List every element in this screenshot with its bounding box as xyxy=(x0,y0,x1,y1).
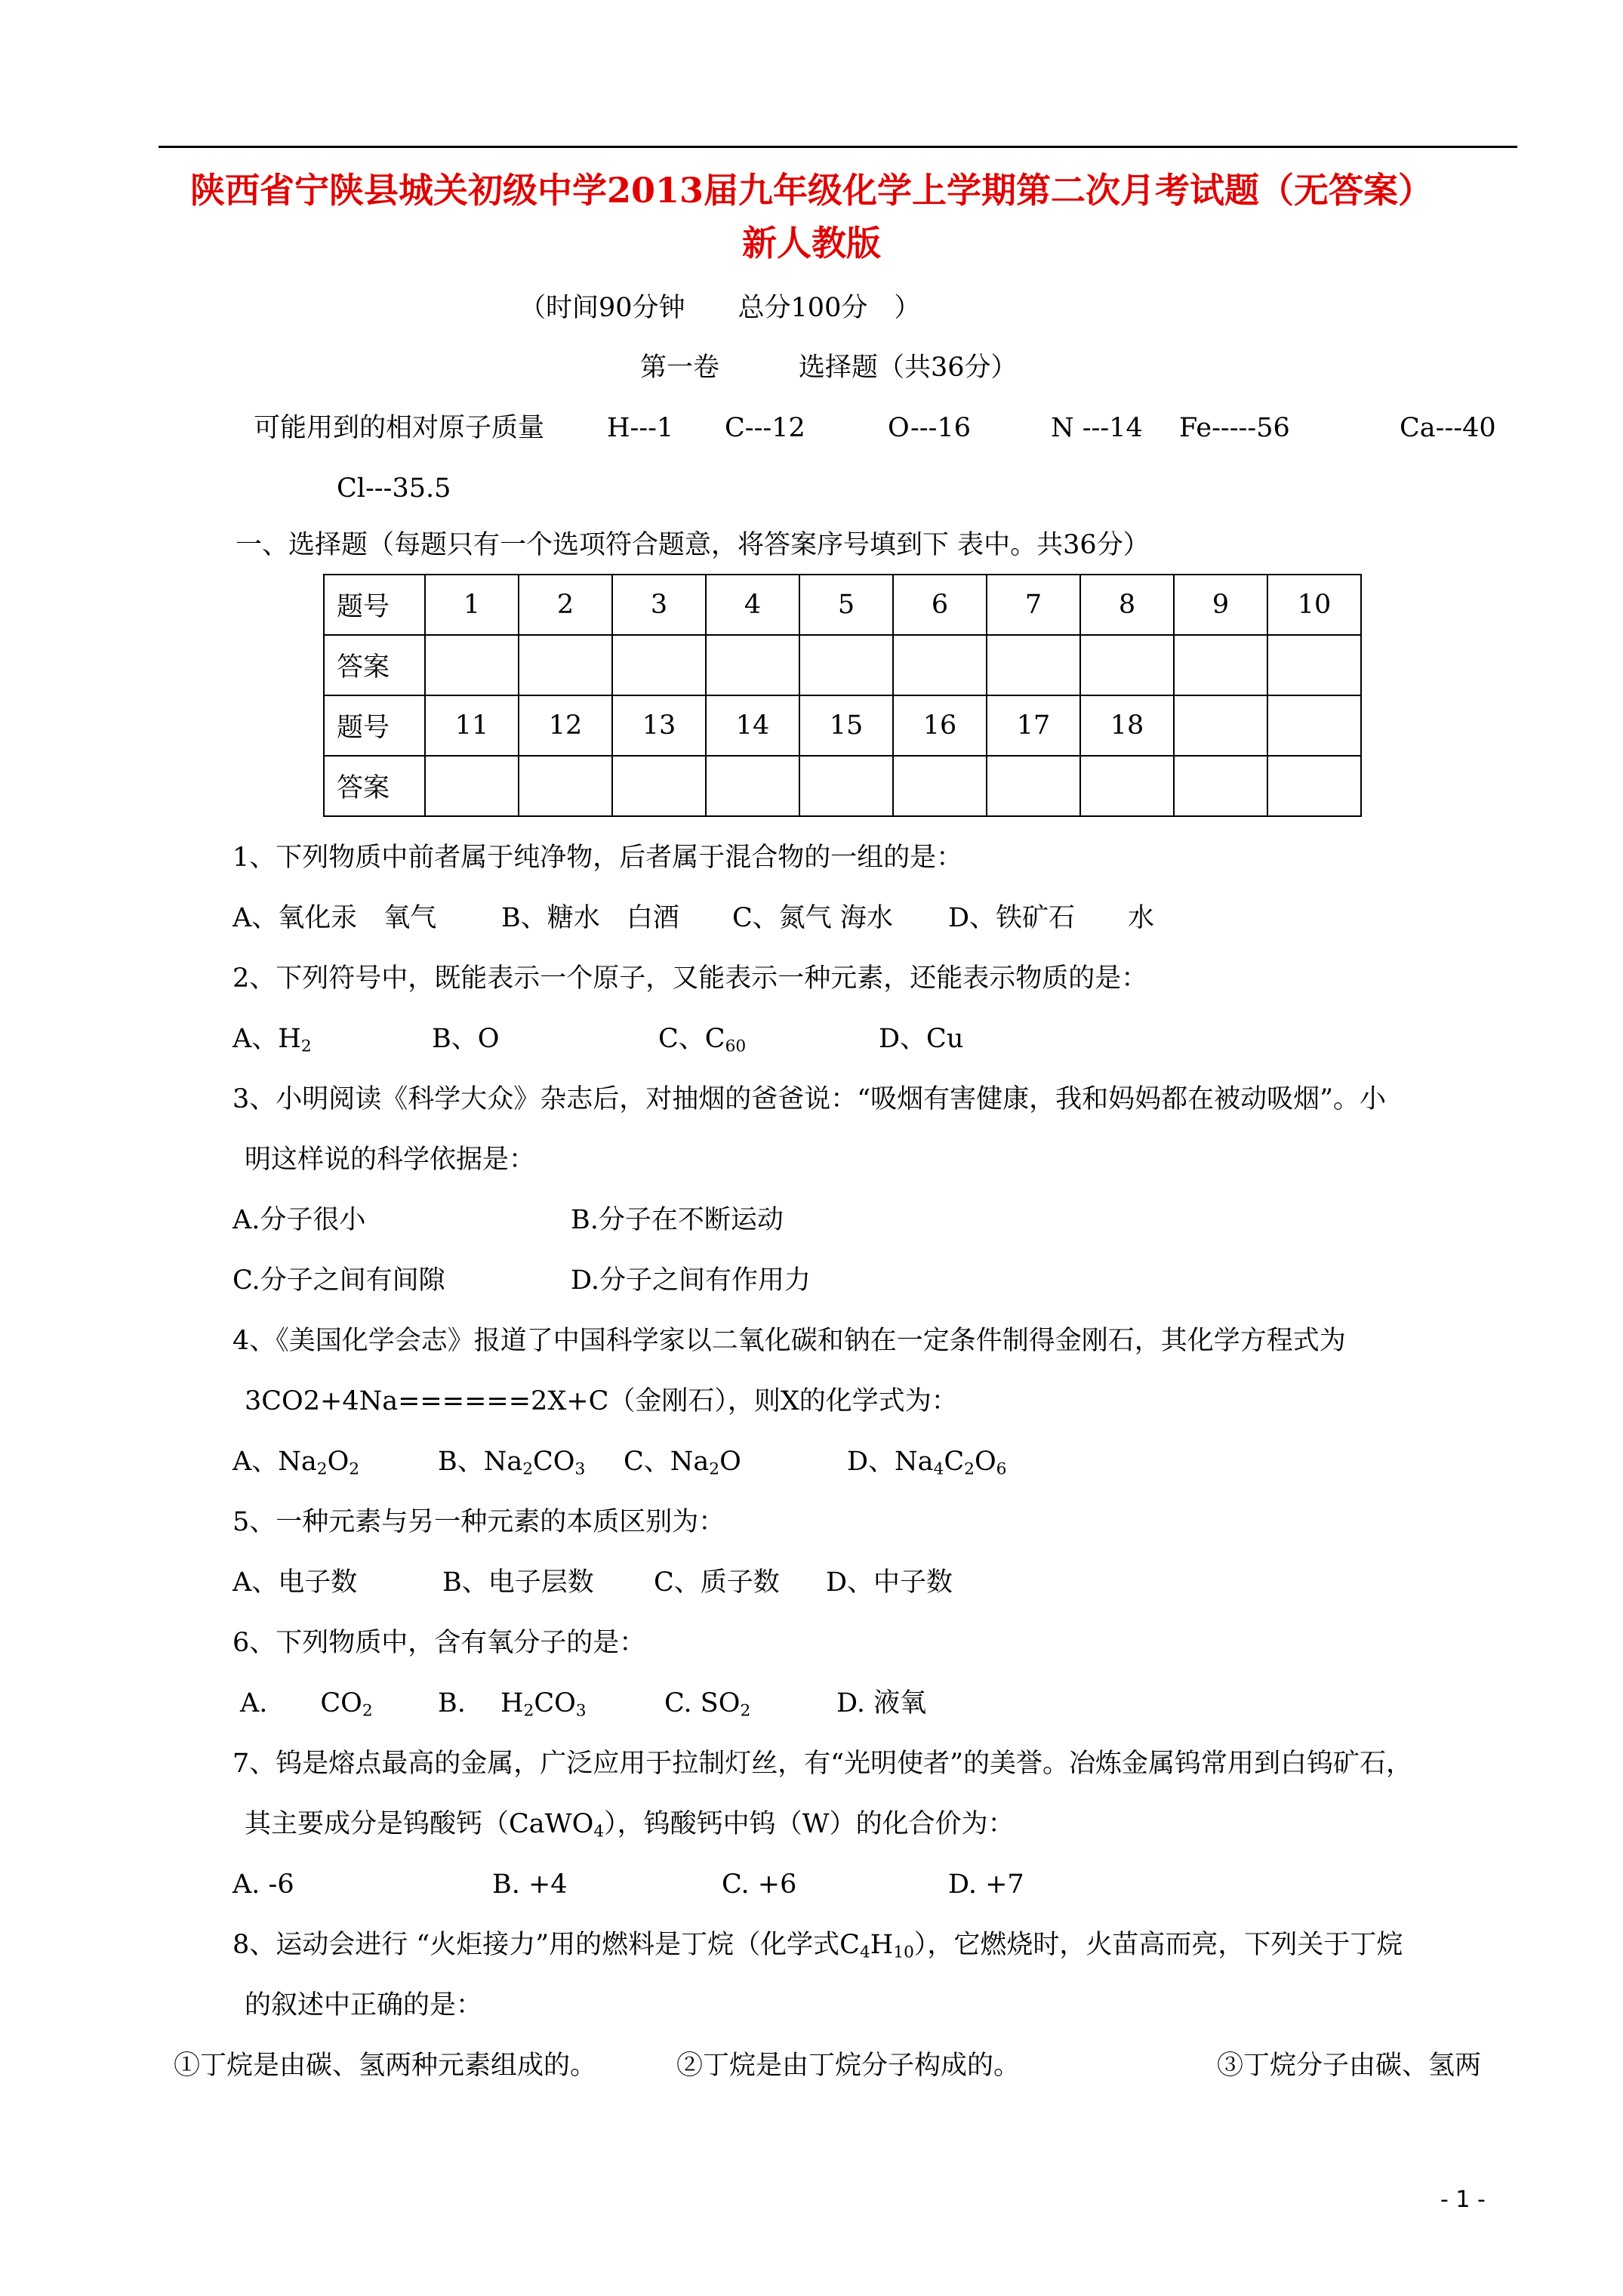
exam-info: （时间90分钟 总分100分 ） xyxy=(519,293,921,323)
table-cell: 题号 xyxy=(324,575,425,635)
q8-statement-2: ②丁烷是由丁烷分子构成的。 xyxy=(676,2051,1021,2081)
answer-cell-8[interactable] xyxy=(1080,635,1174,695)
answer-cell-12[interactable] xyxy=(519,756,612,816)
q5-option-d: D、中子数 xyxy=(826,1567,953,1598)
table-cell: 1 xyxy=(425,575,519,635)
q1-option-a: A、氧化汞 氧气 xyxy=(233,903,437,933)
q8-stem-line-2: 的叙述中正确的是： xyxy=(245,1990,483,2020)
atomic-mass-o: O---16 xyxy=(888,413,971,443)
q2-stem: 2、下列符号中，既能表示一个原子，又能表示一种元素，还能表示物质的是： xyxy=(233,963,1148,994)
table-cell: 11 xyxy=(425,695,519,756)
q3-option-d: D.分子之间有作用力 xyxy=(571,1265,811,1296)
q7-stem-line-1: 7、钨是熔点最高的金属，广泛应用于拉制灯丝，有“光明使者”的美誉。冶炼金属钨常用到白钨矿石， xyxy=(233,1749,1413,1779)
q7-option-d: D. +7 xyxy=(948,1869,1024,1900)
answer-cell-5[interactable] xyxy=(799,635,893,695)
answer-cell-1[interactable] xyxy=(425,635,519,695)
title-line-2: 新人教版 xyxy=(742,223,881,264)
atomic-mass-ca: Ca---40 xyxy=(1400,413,1496,443)
q4-stem-line-1: 4、《美国化学会志》报道了中国科学家以二氧化碳和钠在一定条件制得金刚石，其化学方程式为 xyxy=(233,1326,1346,1356)
table-cell: 2 xyxy=(519,575,612,635)
table-cell xyxy=(1267,756,1361,816)
q6-option-c: C. $SO_2$ xyxy=(664,1688,751,1721)
table-cell xyxy=(1267,695,1361,756)
atomic-mass-label: 可能用到的相对原子质量 xyxy=(254,413,545,443)
table-cell: 14 xyxy=(706,695,799,756)
q3-option-a: A.分子很小 xyxy=(233,1205,366,1235)
q8-statement-1: ①丁烷是由碳、氢两种元素组成的。 xyxy=(174,2051,597,2081)
table-cell: 17 xyxy=(987,695,1080,756)
answer-table xyxy=(323,574,1362,817)
q8-stem-line-1: 8、运动会进行 “火炬接力”用的燃料是丁烷（化学式$C_4H_{10}$），它燃烧时，火苗高而亮，下列关于丁烷 xyxy=(233,1930,1403,1962)
q3-option-c: C.分子之间有间隙 xyxy=(233,1265,445,1296)
q4-option-c: C、$Na_2O$ xyxy=(624,1447,741,1479)
table-cell: 18 xyxy=(1080,695,1174,756)
answer-cell-3[interactable] xyxy=(612,635,706,695)
q6-stem: 6、下列物质中，含有氧分子的是： xyxy=(233,1628,646,1658)
q5-stem: 5、一种元素与另一种元素的本质区别为： xyxy=(233,1507,725,1537)
answer-cell-13[interactable] xyxy=(612,756,706,816)
q8-statement-3: ③丁烷分子由碳、氢两 xyxy=(1217,2051,1482,2081)
q5-option-a: A、电子数 xyxy=(233,1567,358,1598)
answer-cell-16[interactable] xyxy=(893,756,987,816)
table-cell: 12 xyxy=(519,695,612,756)
table-cell: 9 xyxy=(1174,575,1267,635)
atomic-mass-c: C---12 xyxy=(725,413,805,443)
q1-option-c: C、氮气 海水 xyxy=(732,903,893,933)
q4-stem-line-2: 3CO2+4Na======2X+C（金刚石），则X的化学式为： xyxy=(245,1386,958,1416)
table-row xyxy=(324,695,1361,756)
atomic-mass-cl: Cl---35.5 xyxy=(337,473,451,504)
table-cell: 8 xyxy=(1080,575,1174,635)
q3-stem-line-1: 3、小明阅读《科学大众》杂志后，对抽烟的爸爸说：“吸烟有害健康，我和妈妈都在被动吸烟”。小 xyxy=(233,1084,1387,1114)
q3-option-b: B.分子在不断运动 xyxy=(571,1205,784,1235)
q5-option-c: C、质子数 xyxy=(654,1567,780,1598)
q1-stem: 1、下列物质中前者属于纯净物，后者属于混合物的一组的是： xyxy=(233,843,963,873)
q7-option-c: C. +6 xyxy=(722,1869,797,1900)
table-cell: 5 xyxy=(799,575,893,635)
atomic-mass-h: H---1 xyxy=(607,413,674,443)
answer-cell-4[interactable] xyxy=(706,635,799,695)
table-cell: 3 xyxy=(612,575,706,635)
answer-cell-17[interactable] xyxy=(987,756,1080,816)
answer-cell-10[interactable] xyxy=(1267,635,1361,695)
answer-cell-9[interactable] xyxy=(1174,635,1267,695)
q7-option-a: A. -6 xyxy=(233,1869,294,1900)
atomic-mass-n: N ---14 xyxy=(1051,413,1143,443)
table-cell: 答案 xyxy=(324,756,425,816)
table-cell: 6 xyxy=(893,575,987,635)
table-cell: 13 xyxy=(612,695,706,756)
q6-option-d: D. 液氧 xyxy=(836,1688,927,1718)
q7-stem-line-2: 其主要成分是钨酸钙（CaWO$_4$），钨酸钙中钨（W）的化合价为： xyxy=(245,1809,1015,1841)
answer-cell-11[interactable] xyxy=(425,756,519,816)
table-cell xyxy=(1174,756,1267,816)
q6-option-a: A. $CO_2$ xyxy=(240,1688,373,1721)
q6-option-b: B. $H_2CO_3$ xyxy=(438,1688,587,1721)
page-number: - 1 - xyxy=(1440,2187,1486,2213)
q1-option-d: D、铁矿石 水 xyxy=(948,903,1155,933)
answer-cell-18[interactable] xyxy=(1080,756,1174,816)
table-cell: 16 xyxy=(893,695,987,756)
answer-cell-15[interactable] xyxy=(799,756,893,816)
answer-cell-14[interactable] xyxy=(706,756,799,816)
section-title: 第一卷 选择题（共36分） xyxy=(640,353,1018,383)
table-cell: 4 xyxy=(706,575,799,635)
table-cell: 10 xyxy=(1267,575,1361,635)
table-cell: 7 xyxy=(987,575,1080,635)
atomic-mass-fe: Fe-----56 xyxy=(1179,413,1290,443)
table-cell xyxy=(1174,695,1267,756)
q3-stem-line-2: 明这样说的科学依据是： xyxy=(245,1145,536,1175)
q4-option-d: D、$Na_4C_2O_6$ xyxy=(847,1447,1007,1479)
table-row xyxy=(324,635,1361,695)
table-row xyxy=(324,575,1361,635)
q2-option-c: C、$C_{60}$ xyxy=(658,1024,747,1056)
table-row xyxy=(324,756,1361,816)
q4-option-a: A、$Na_2O_2$ xyxy=(233,1447,360,1479)
q7-option-b: B. +4 xyxy=(492,1869,568,1900)
q5-option-b: B、电子层数 xyxy=(442,1567,594,1598)
header-rule xyxy=(159,146,1517,148)
answer-cell-7[interactable] xyxy=(987,635,1080,695)
q4-option-b: B、$Na_2CO_3$ xyxy=(438,1447,586,1479)
q2-option-b: B、O xyxy=(432,1024,500,1054)
answer-cell-6[interactable] xyxy=(893,635,987,695)
title-line-1: 陕西省宁陕县城关初级中学2013届九年级化学上学期第二次月考试题（无答案） xyxy=(189,170,1434,211)
part1-heading: 一、选择题（每题只有一个选项符合题意，将答案序号填到下 表中。共36分） xyxy=(236,530,1150,560)
q2-option-d: D、Cu xyxy=(879,1024,964,1054)
table-cell: 15 xyxy=(799,695,893,756)
answer-cell-2[interactable] xyxy=(519,635,612,695)
q2-option-a: A、$H_2$ xyxy=(233,1024,312,1056)
q1-option-b: B、糖水 白酒 xyxy=(501,903,679,933)
table-cell: 题号 xyxy=(324,695,425,756)
table-cell: 答案 xyxy=(324,635,425,695)
